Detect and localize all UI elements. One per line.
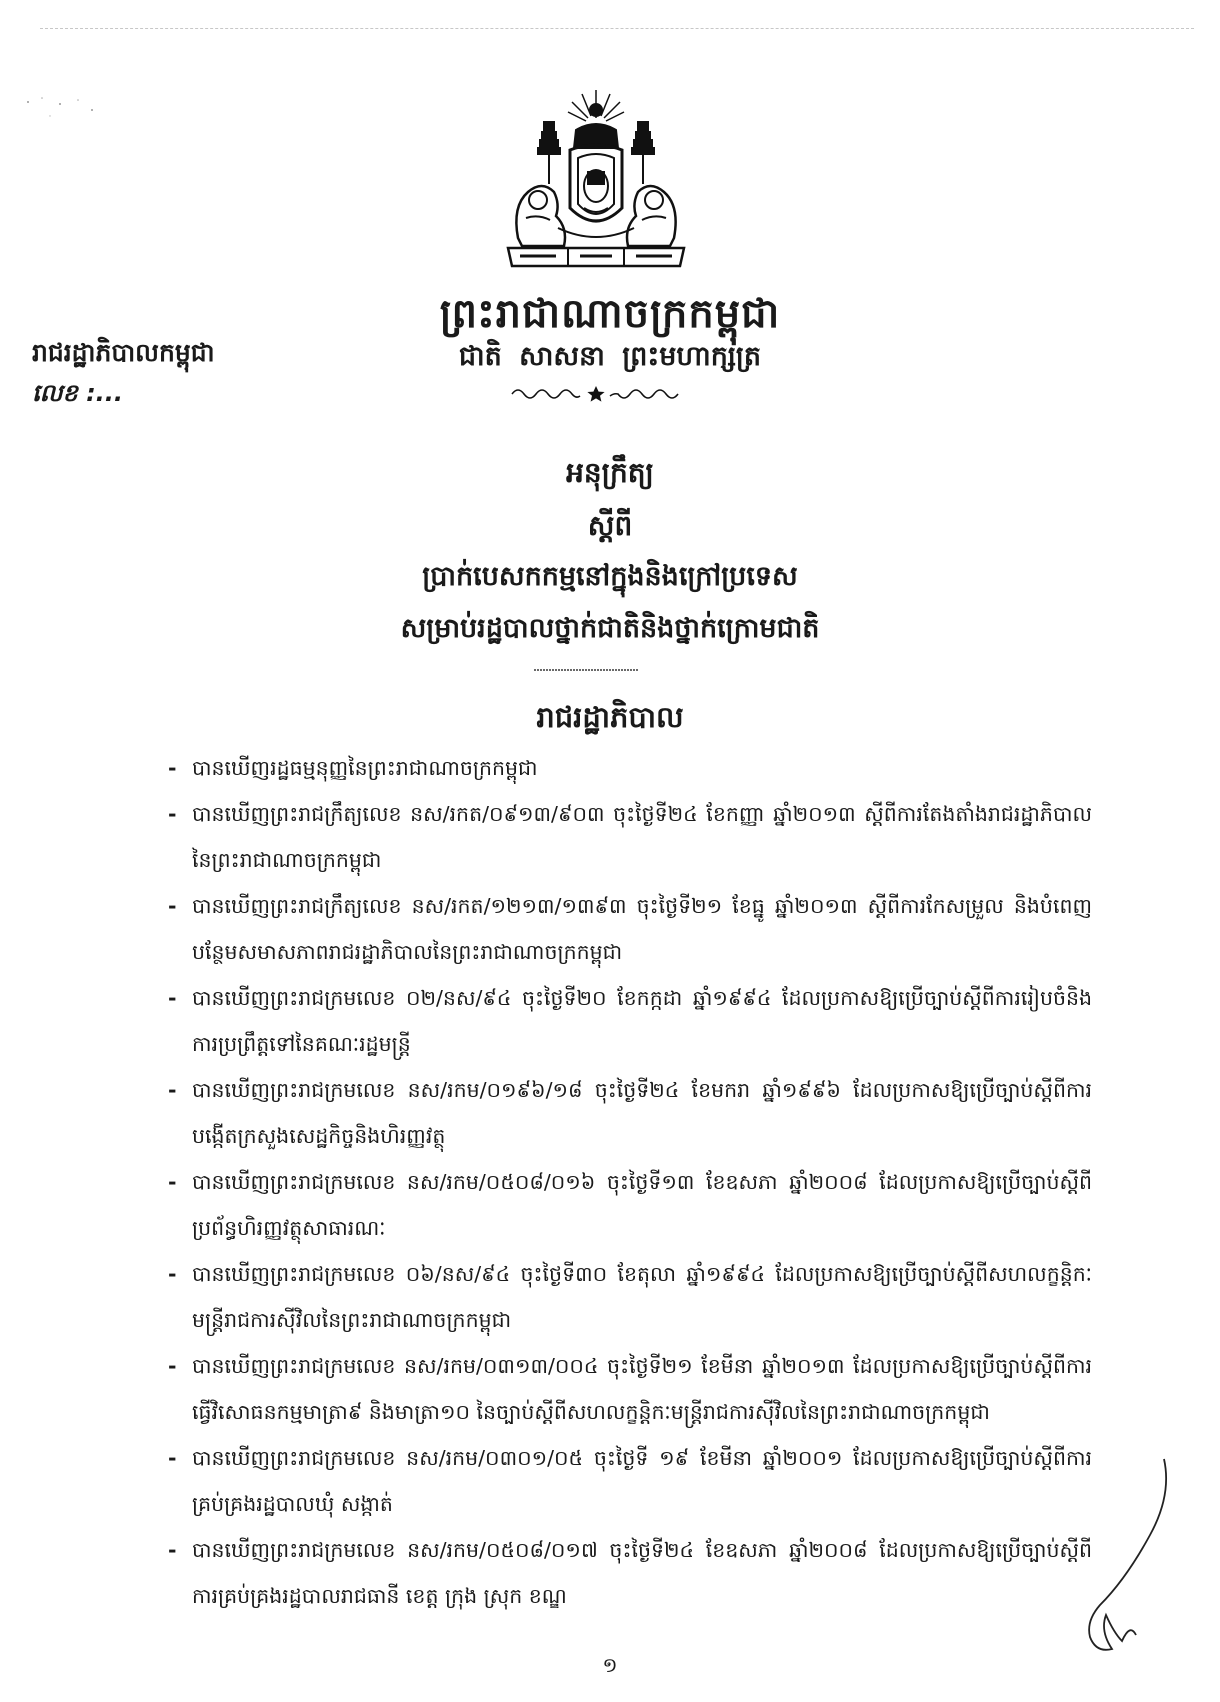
number-label: លេខ xyxy=(32,379,78,407)
government-heading: រាជរដ្ឋាភិបាល xyxy=(536,700,684,734)
national-motto: ជាតិ សាសនា ព្រះមហាក្សត្រ xyxy=(458,341,762,372)
kingdom-title: ព្រះរាជាណាចក្រកម្ពុជា xyxy=(439,291,781,337)
ornament-icon xyxy=(508,384,684,402)
subject-line-2: សម្រាប់រដ្ឋបាលថ្នាក់ជាតិនិងថ្នាក់ក្រោមជាតិ xyxy=(400,613,820,644)
list-item: - បានឃើញព្រះរាជក្រមលេខ នស/រកម/០៣០១/០៥ ចុះថ្ងៃទី ១៩ ខែមីនា ឆ្នាំ២០០១ ដែលប្រកាសឱ្យប្រើច្បាប់ស្តីពីការគ្រប់គ្រងរដ្ឋបាលឃុំ សង្កាត់ xyxy=(168,1446,1092,1516)
list-item: - បានឃើញព្រះរាជក្រមលេខ នស/រកម/០៥០៨/០១៦ ចុះថ្ងៃទី១៣ ខែឧសភា ឆ្នាំ២០០៨ ដែលប្រកាសឱ្យប្រើច្បាប់ស្តីពីប្រព័ន្ធហិរញ្ញវត្ថុសាធារណៈ xyxy=(168,1170,1092,1240)
list-item: - បានឃើញព្រះរាជក្រមលេខ នស/រកម/០១៩៦/១៨ ចុះថ្ងៃទី២៤ ខែមករា ឆ្នាំ១៩៩៦ ដែលប្រកាសឱ្យប្រើច្បាប់ស្តីពីការបង្កើតក្រសួងសេដ្ឋកិច្ចនិងហិរញ្ញវត្ថុ xyxy=(168,1078,1092,1148)
document-type: អនុក្រឹត្យ xyxy=(566,456,654,489)
recital-text: បានឃើញរដ្ឋធម្មនុញ្ញនៃព្រះរាជាណាចក្រកម្ពុជា xyxy=(192,756,538,780)
number-value: :... xyxy=(86,379,124,407)
list-item: - បានឃើញព្រះរាជក្រឹត្យលេខ នស/រកត/០៩១៣/៩០៣ ចុះថ្ងៃទី២៤ ខែកញ្ញា ឆ្នាំ២០១៣ ស្តីពីការតែងតាំងរាជរដ្ឋាភិបាលនៃព្រះរាជាណាចក្រកម្ពុជា xyxy=(168,802,1092,872)
recital-text: បានឃើញព្រះរាជក្រមលេខ ០៦/នស/៩៤ ចុះថ្ងៃទី៣០ ខែតុលា ឆ្នាំ១៩៩៤ ដែលប្រកាសឱ្យប្រើច្បាប់ស្តីពីសហលក្ខន្តិកៈមន្ត្រីរាជការស៊ីវិលនៃព្រះរាជាណាចក្រកម្ពុជា xyxy=(192,1262,1092,1332)
recital-text: បានឃើញព្រះរាជក្រឹត្យលេខ នស/រកត/០៩១៣/៩០៣ ចុះថ្ងៃទី២៤ ខែកញ្ញា ឆ្នាំ២០១៣ ស្តីពីការតែងតាំងរាជរដ្ឋាភិបាលនៃព្រះរាជាណាចក្រកម្ពុជា xyxy=(192,802,1092,872)
scan-edge-line xyxy=(40,28,1194,29)
title-divider xyxy=(534,667,638,673)
recital-text: បានឃើញព្រះរាជក្រមលេខ ០២/នស/៩៤ ចុះថ្ងៃទី២០ ខែកក្កដា ឆ្នាំ១៩៩៤ ដែលប្រកាសឱ្យប្រើច្បាប់ស្តីពីការរៀបចំនិងការប្រព្រឹត្តទៅនៃគណៈរដ្ឋមន្ត្រី xyxy=(192,986,1092,1056)
list-item: - បានឃើញរដ្ឋធម្មនុញ្ញនៃព្រះរាជាណាចក្រកម្ពុជា xyxy=(168,756,538,780)
recital-text: បានឃើញព្រះរាជក្រមលេខ នស/រកម/០៣០១/០៥ ចុះថ្ងៃទី ១៩ ខែមីនា ឆ្នាំ២០០១ ដែលប្រកាសឱ្យប្រើច្បាប់ស្តីពីការគ្រប់គ្រងរដ្ឋបាលឃុំ សង្កាត់ xyxy=(192,1446,1092,1516)
list-item: - បានឃើញព្រះរាជក្រឹត្យលេខ នស/រកត/១២១៣/១៣៩៣ ចុះថ្ងៃទី២១ ខែធ្នូ ឆ្នាំ២០១៣ ស្តីពីការកែសម្រួល និងបំពេញបន្ថែមសមាសភាពរាជរដ្ឋាភិបាលនៃព្រះរាជាណាចក្រកម្ពុជា xyxy=(168,894,1092,964)
page-number: ១ xyxy=(602,1653,618,1677)
list-item: - បានឃើញព្រះរាជក្រមលេខ ០៦/នស/៩៤ ចុះថ្ងៃទី៣០ ខែតុលា ឆ្នាំ១៩៩៤ ដែលប្រកាសឱ្យប្រើច្បាប់ស្តីពីសហលក្ខន្តិកៈមន្ត្រីរាជការស៊ីវិលនៃព្រះរាជាណាចក្រកម្ពុជា xyxy=(168,1262,1092,1332)
recital-text: បានឃើញព្រះរាជក្រមលេខ នស/រកម/០១៩៦/១៨ ចុះថ្ងៃទី២៤ ខែមករា ឆ្នាំ១៩៩៦ ដែលប្រកាសឱ្យប្រើច្បាប់ស្តីពីការបង្កើតក្រសួងសេដ្ឋកិច្ចនិងហិរញ្ញវត្ថុ xyxy=(192,1078,1092,1148)
scan-specks xyxy=(20,90,110,130)
recital-text: បានឃើញព្រះរាជក្រមលេខ នស/រកម/០៥០៨/០១៧ ចុះថ្ងៃទី២៤ ខែឧសភា ឆ្នាំ២០០៨ ដែលប្រកាសឱ្យប្រើច្បាប់ស្តីពីការគ្រប់គ្រងរដ្ឋបាលរាជធានី ខេត្ត ក្រុង ស្រុក ខណ្ឌ xyxy=(192,1538,1092,1608)
about-label: ស្តីពី xyxy=(587,509,633,542)
reference-number xyxy=(32,378,123,413)
signature-icon xyxy=(1060,1455,1180,1665)
list-item: - បានឃើញព្រះរាជក្រមលេខ នស/រកម/០៣១៣/០០៤ ចុះថ្ងៃទី២១ ខែមីនា ឆ្នាំ២០១៣ ដែលប្រកាសឱ្យប្រើច្បាប់ស្តីពីការធ្វើវិសោធនកម្មមាត្រា៩ និងមាត្រា១០ នៃច្បាប់ស្តីពីសហលក្ខន្តិកៈមន្ត្រីរាជការស៊ីវិលនៃព្រះរាជាណាចក្រកម្ពុជា xyxy=(168,1354,1092,1424)
recital-list xyxy=(168,745,1092,1619)
list-item: - បានឃើញព្រះរាជក្រមលេខ ០២/នស/៩៤ ចុះថ្ងៃទី២០ ខែកក្កដា ឆ្នាំ១៩៩៤ ដែលប្រកាសឱ្យប្រើច្បាប់ស្តីពីការរៀបចំនិងការប្រព្រឹត្តទៅនៃគណៈរដ្ឋមន្ត្រី xyxy=(168,986,1092,1056)
recital-text: បានឃើញព្រះរាជក្រមលេខ នស/រកម/០៥០៨/០១៦ ចុះថ្ងៃទី១៣ ខែឧសភា ឆ្នាំ២០០៨ ដែលប្រកាសឱ្យប្រើច្បាប់ស្តីពីប្រព័ន្ធហិរញ្ញវត្ថុសាធារណៈ xyxy=(192,1170,1092,1240)
recital-text: បានឃើញព្រះរាជក្រឹត្យលេខ នស/រកត/១២១៣/១៣៩៣ ចុះថ្ងៃទី២១ ខែធ្នូ ឆ្នាំ២០១៣ ស្តីពីការកែសម្រួល និងបំពេញបន្ថែមសមាសភាពរាជរដ្ឋាភិបាលនៃព្រះរាជាណាចក្រកម្ពុជា xyxy=(192,894,1092,964)
recital-text: បានឃើញព្រះរាជក្រមលេខ នស/រកម/០៣១៣/០០៤ ចុះថ្ងៃទី២១ ខែមីនា ឆ្នាំ២០១៣ ដែលប្រកាសឱ្យប្រើច្បាប់ស្តីពីការធ្វើវិសោធនកម្មមាត្រា៩ និងមាត្រា១០ នៃច្បាប់ស្តីពីសហលក្ខន្តិកៈមន្ត្រីរាជការស៊ីវិលនៃព្រះរាជាណាចក្រកម្ពុជា xyxy=(192,1354,1092,1424)
royal-emblem-icon xyxy=(498,88,694,274)
list-item: - បានឃើញព្រះរាជក្រមលេខ នស/រកម/០៥០៨/០១៧ ចុះថ្ងៃទី២៤ ខែឧសភា ឆ្នាំ២០០៨ ដែលប្រកាសឱ្យប្រើច្បាប់ស្តីពីការគ្រប់គ្រងរដ្ឋបាលរាជធានី ខេត្ត ក្រុង ស្រុក ខណ្ឌ xyxy=(168,1538,1092,1608)
subject-line-1: ប្រាក់បេសកកម្មនៅក្នុងនិងក្រៅប្រទេស xyxy=(422,561,798,592)
government-name: រាជរដ្ឋាភិបាលកម្ពុជា xyxy=(32,338,215,367)
